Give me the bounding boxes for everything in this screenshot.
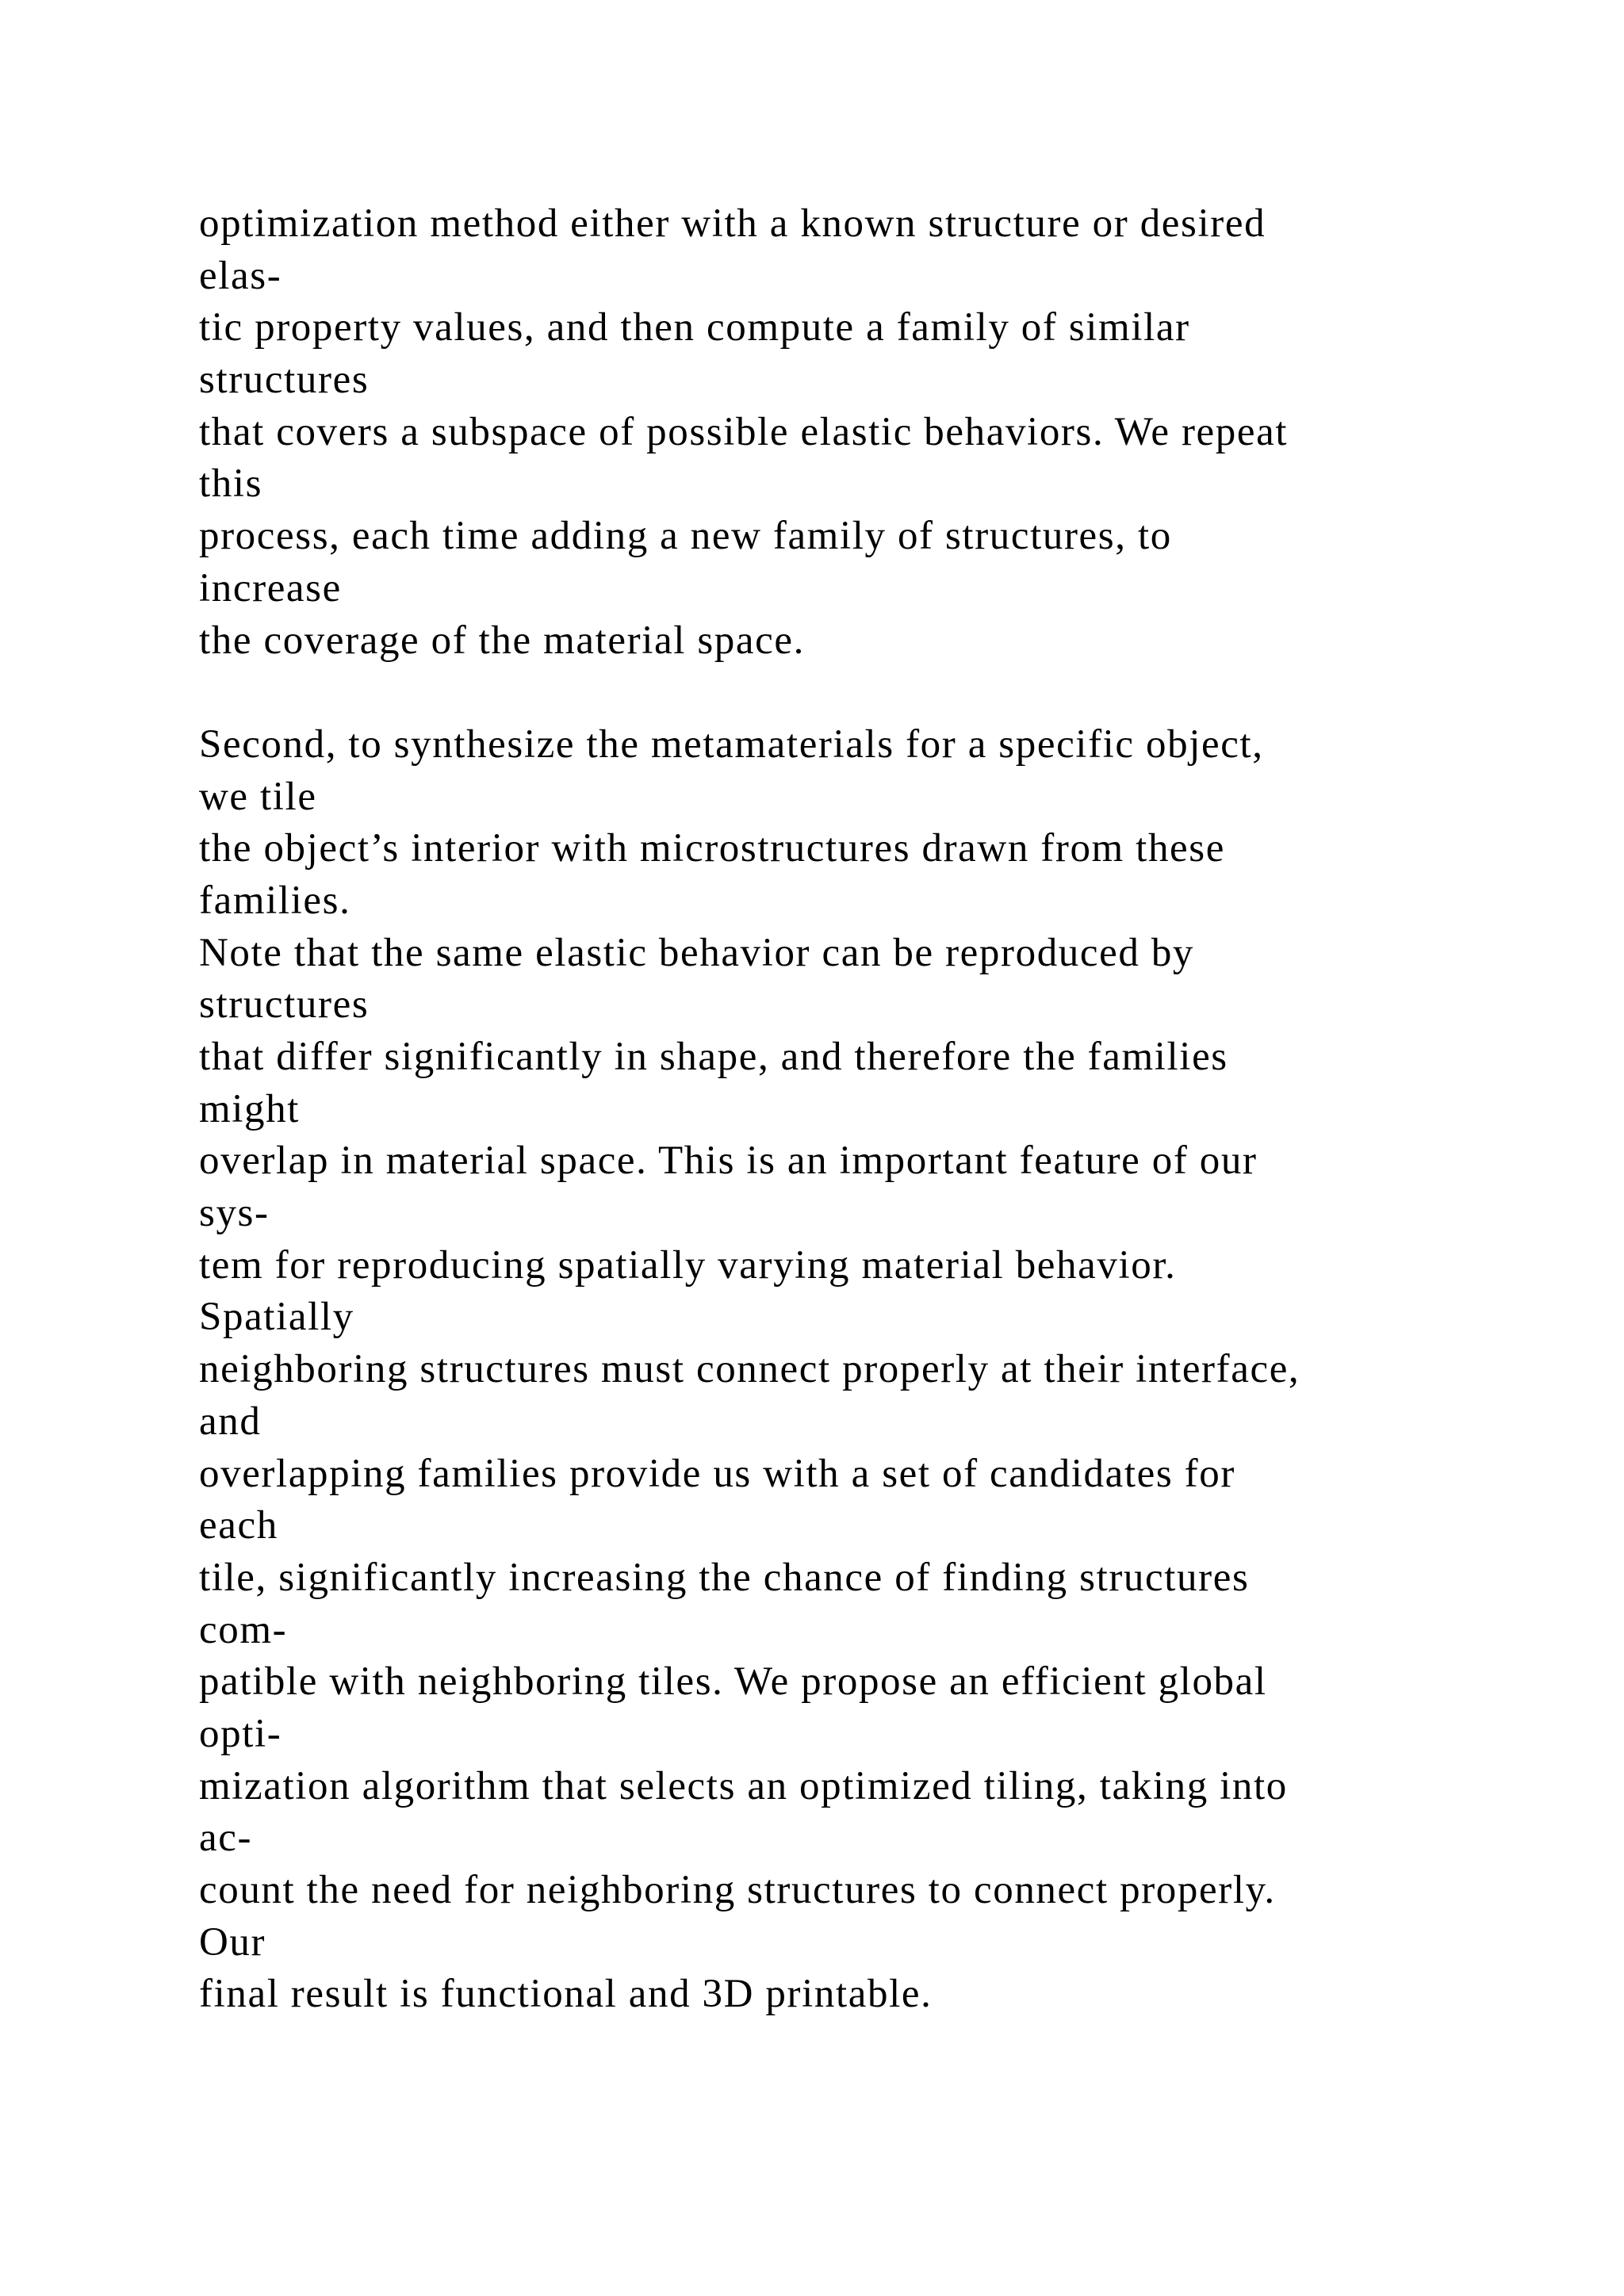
paragraph-1 [199,198,1547,667]
text-line: overlap in material space. This is an important feature of our [199,1138,1258,1184]
text-line: optimization method either with a known structure or desired [199,201,1266,246]
text-line: ac- [199,1816,253,1861]
text-line: Second, to synthesize the metamaterials for a specific object, [199,721,1264,767]
text-line: each [199,1503,278,1548]
text-line: final result is functional and 3D printable. [199,1972,933,2017]
text-line: and [199,1399,262,1444]
text-line: that differ significantly in shape, and therefore the families [199,1035,1228,1079]
text-line: families. [199,878,351,923]
text-line: Spatially [199,1295,354,1340]
text-line: the object’s interior with microstructures drawn from these [199,826,1225,871]
body-text [199,198,1547,2021]
text-line: com- [199,1607,288,1652]
text-line: tic property values, and then compute a family of similar [199,305,1190,350]
text-line: this [199,461,263,507]
text-line: overlapping families provide us with a set of candidates for [199,1451,1235,1496]
text-line: elas- [199,253,282,298]
text-line: sys- [199,1191,270,1236]
text-line: increase [199,565,342,610]
text-line: structures [199,982,370,1027]
text-line: count the need for neighboring structures to connect properly. [199,1868,1276,1912]
text-line: that covers a subspace of possible elastic behaviors. We repeat [199,409,1289,454]
text-line: we tile [199,774,317,819]
text-line: Our [199,1919,266,1965]
text-line: the coverage of the material space. [199,618,805,663]
text-line: opti- [199,1711,282,1756]
text-line: neighboring structures must connect properly at their interface, [199,1347,1300,1392]
text-line: patible with neighboring tiles. We propose an efficient global [199,1659,1267,1705]
text-line: might [199,1086,301,1131]
paragraph-2 [199,719,1547,2021]
text-line: mization algorithm that selects an optimized tiling, taking into [199,1763,1288,1808]
paragraph-gap [199,667,1547,719]
text-line: structures [199,358,370,403]
text-line: tem for reproducing spatially varying material behavior. [199,1242,1177,1288]
text-line: tile, significantly increasing the chance of finding structures [199,1555,1250,1600]
text-line: Note that the same elastic behavior can be reproduced by [199,930,1195,975]
text-line: process, each time adding a new family of structures, to [199,514,1172,559]
